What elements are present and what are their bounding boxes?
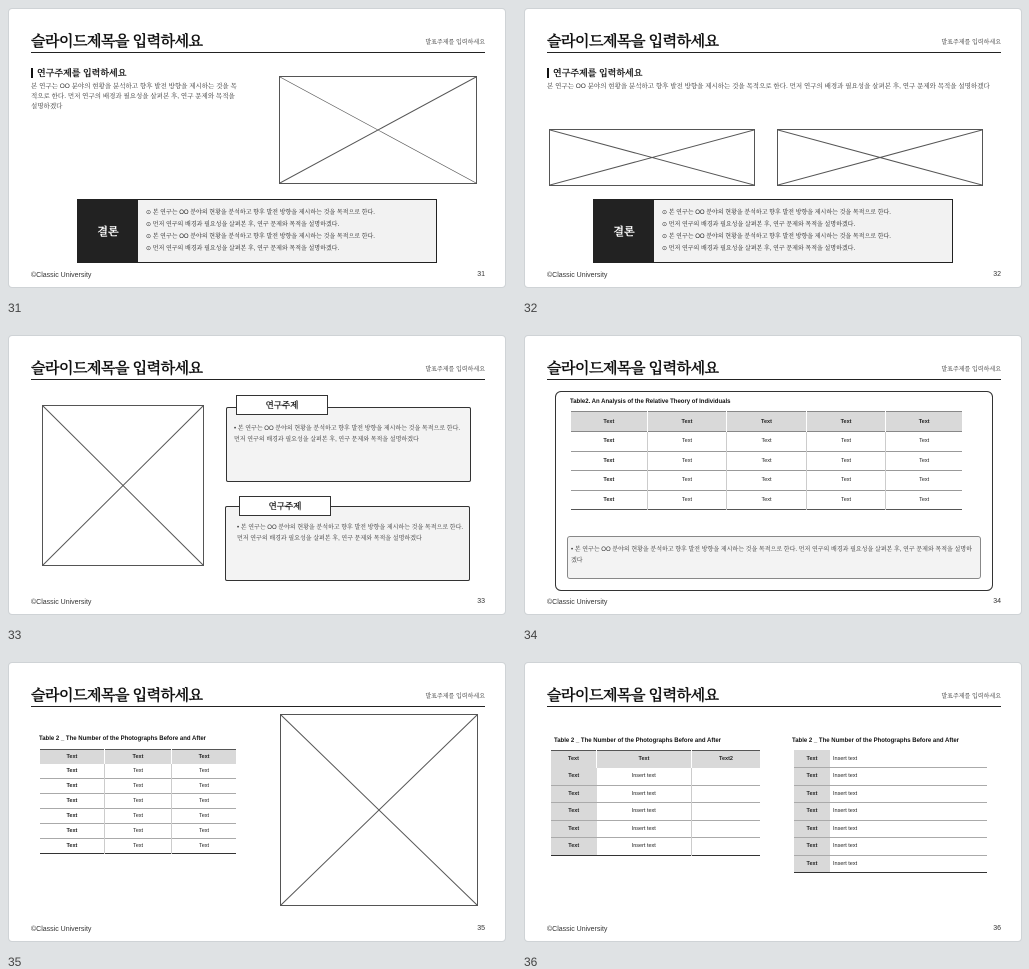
table-row [794, 803, 987, 821]
table-caption: Table 2 _ The Number of the Photographs Before and After [39, 736, 207, 742]
table-cell: Insert text [833, 808, 858, 815]
table-header-cell: Text [104, 750, 171, 764]
table-cell: Text [104, 839, 171, 854]
table-cell [692, 785, 761, 803]
table-row [794, 768, 987, 786]
conclusion-list [662, 207, 946, 255]
title-divider [547, 52, 1001, 53]
table-cell: Text [104, 779, 171, 794]
conclusion-item: ⊙ 먼저 연구의 배경과 필요성을 살펴본 후, 연구 문제와 목적을 설명하겠다. [662, 243, 946, 255]
table-cell: Insert text [833, 860, 858, 867]
table-cell [692, 838, 761, 856]
data-table [794, 750, 987, 873]
page-number: 31 [477, 271, 485, 278]
table-cell: Insert text [833, 773, 858, 780]
table-cell: Text [806, 451, 886, 471]
slide-title: 슬라이드제목을 입력하세요 [547, 33, 719, 50]
table-cell: Text [647, 471, 727, 491]
conclusion-item: ⊙ 본 연구는 OO 분야의 현황을 분석하고 향후 발전 방향을 제시하는 것을 목적으로 한다. [146, 231, 430, 243]
table-cell: Text [647, 451, 727, 471]
table-row [571, 490, 962, 510]
table-row [40, 824, 236, 839]
table-row [40, 764, 236, 779]
table-cell: Text [199, 813, 210, 819]
slide-title: 슬라이드제목을 입력하세요 [547, 360, 719, 377]
data-table [571, 411, 962, 510]
table-cell: Text [40, 764, 104, 779]
table-cell: Text [199, 843, 210, 849]
table-cell: Insert text [833, 825, 858, 832]
slide-thumbnail[interactable] [8, 662, 506, 942]
conclusion-item: ⊙ 먼저 연구의 배경과 필요성을 살펴본 후, 연구 문제와 목적을 설명하겠다. [662, 219, 946, 231]
table-cell: Insert text [597, 768, 692, 786]
table-cell: Text [40, 794, 104, 809]
table-cell: Insert text [597, 820, 692, 838]
slide-title: 슬라이드제목을 입력하세요 [31, 687, 203, 704]
footer-text: ©Classic University [547, 926, 608, 933]
table-caption: Table2. An Analysis of the Relative Theory of Individuals [570, 399, 731, 405]
table-cell: Text [40, 779, 104, 794]
table-header-cell: Text [806, 412, 886, 432]
table-row [551, 838, 760, 856]
table-caption: Table 2 _ The Number of the Photographs Before and After [554, 738, 722, 744]
conclusion-list [146, 207, 430, 255]
table-row [551, 803, 760, 821]
slide-number-label: 31 [8, 301, 22, 315]
slide-number-label: 32 [524, 301, 538, 315]
table-cell: Text [727, 471, 807, 491]
table-cell: Text [647, 490, 727, 510]
table-row [40, 839, 236, 854]
data-table [40, 749, 236, 854]
note-text: • 본 연구는 OO 분야의 현황을 분석하고 향후 발전 방향을 제시하는 것을 목적으로 한다. 먼저 연구의 배경과 필요성을 살펴본 후, 연구 문제와 목적을 설명하겠다 [571, 547, 972, 564]
footer-text: ©Classic University [31, 272, 92, 279]
title-divider [547, 706, 1001, 707]
table-cell: Text [551, 803, 597, 821]
conclusion-item: ⊙ 먼저 연구의 배경과 필요성을 살펴본 후, 연구 문제와 목적을 설명하겠다. [146, 243, 430, 255]
table-row [551, 820, 760, 838]
table-header-cell: Text [571, 412, 647, 432]
topic-text: • 본 연구는 OO 분야의 현황을 분석하고 향후 발전 방향을 제시하는 것을 목적으로 한다. 먼저 연구의 배경과 필요성을 살펴본 후, 연구 문제와 목적을 설명하겠다 [234, 426, 461, 443]
title-divider [31, 706, 485, 707]
slide-thumbnail[interactable] [8, 335, 506, 615]
table-header-cell: Text [727, 412, 807, 432]
table-cell: Text [806, 490, 886, 510]
slide-subtitle: 발표주제를 입력하세요 [941, 40, 1001, 46]
table-cell: Text [794, 750, 830, 768]
image-placeholder [549, 129, 755, 186]
slide-title: 슬라이드제목을 입력하세요 [547, 687, 719, 704]
conclusion-label: 결론 [594, 200, 654, 262]
table-cell: Text [104, 764, 171, 779]
page-number: 36 [993, 925, 1001, 932]
table-row [794, 855, 987, 873]
table-cell: Text [551, 820, 597, 838]
table-header-cell: Text [918, 418, 930, 425]
image-placeholder [42, 405, 204, 566]
slide-number-label: 36 [524, 955, 538, 969]
table-cell: Insert text [597, 803, 692, 821]
table-header-cell: Text [647, 412, 727, 432]
table-cell: Text [794, 855, 830, 873]
image-placeholder [279, 76, 477, 184]
conclusion-item: ⊙ 본 연구는 OO 분야의 현황을 분석하고 향후 발전 방향을 제시하는 것을 목적으로 한다. [662, 207, 946, 219]
image-placeholder [777, 129, 983, 186]
title-divider [31, 379, 485, 380]
table-cell: Text [571, 451, 647, 471]
conclusion-item: ⊙ 먼저 연구의 배경과 필요성을 살펴본 후, 연구 문제와 목적을 설명하겠다. [146, 219, 430, 231]
table-cell: Text [806, 471, 886, 491]
table-row [571, 471, 962, 491]
slide-subtitle: 발표주제를 입력하세요 [941, 367, 1001, 373]
body-text: 본 연구는 OO 분야의 현황을 분석하고 향후 발전 방향을 제시하는 것을 목적으로 한다. 먼저 연구의 배경과 필요성을 살펴본 후, 연구 문제와 목적을 설명하겠다 [31, 83, 237, 110]
slide-title: 슬라이드제목을 입력하세요 [31, 360, 203, 377]
table-cell: Text [40, 809, 104, 824]
conclusion-item: ⊙ 본 연구는 OO 분야의 현황을 분석하고 향후 발전 방향을 제시하는 것을 목적으로 한다. [146, 207, 430, 219]
table-header-cell: Text [198, 753, 210, 760]
topic-tag: 연구주제 [239, 496, 331, 516]
table-row [551, 785, 760, 803]
table-cell [692, 803, 761, 821]
table-cell: Text [571, 471, 647, 491]
table-caption: Table 2 _ The Number of the Photographs Before and After [792, 738, 960, 744]
section-title: 연구주제를 입력하세요 [547, 68, 642, 78]
table-cell: Text [794, 838, 830, 856]
conclusion-box [593, 199, 953, 263]
title-divider [31, 52, 485, 53]
footer-text: ©Classic University [547, 272, 608, 279]
table-cell [692, 768, 761, 786]
table-cell: Text [794, 768, 830, 786]
footer-text: ©Classic University [31, 926, 92, 933]
table-cell: Text [919, 496, 930, 503]
table-cell: Text [104, 809, 171, 824]
table-cell: Insert text [833, 843, 858, 850]
table-cell: Text [794, 785, 830, 803]
table-cell: Text [199, 767, 210, 774]
topic-text: • 본 연구는 OO 분야의 현황을 분석하고 향후 발전 방향을 제시하는 것을 목적으로 한다. 먼저 연구의 배경과 필요성을 살펴본 후, 연구 문제와 목적을 설명하겠다 [237, 525, 464, 542]
table-cell: Text [919, 477, 930, 484]
conclusion-label: 결론 [78, 200, 138, 262]
table-row [40, 809, 236, 824]
table-cell: Text [919, 438, 930, 445]
page-number: 33 [477, 598, 485, 605]
table-cell: Text [727, 490, 807, 510]
table-cell [692, 820, 761, 838]
table-row [551, 768, 760, 786]
table-cell: Text [571, 490, 647, 510]
table-cell: Text [794, 803, 830, 821]
slide-subtitle: 발표주제를 입력하세요 [425, 694, 485, 700]
table-cell: Text [806, 432, 886, 452]
table-row [571, 451, 962, 471]
table-cell: Text [551, 785, 597, 803]
slide-title: 슬라이드제목을 입력하세요 [31, 33, 203, 50]
table-cell: Insert text [833, 755, 858, 762]
table-cell: Text [727, 432, 807, 452]
table-cell: Text [647, 432, 727, 452]
page-number: 34 [993, 598, 1001, 605]
table-cell: Insert text [833, 790, 858, 797]
table-cell: Insert text [597, 838, 692, 856]
table-row [794, 750, 987, 768]
table-row [794, 820, 987, 838]
table-cell: Text [199, 828, 210, 834]
image-placeholder [280, 714, 478, 906]
table-cell: Text [104, 794, 171, 809]
table-cell: Text [551, 768, 597, 786]
data-table [551, 750, 760, 856]
section-title: 연구주제를 입력하세요 [31, 68, 126, 78]
slide-subtitle: 발표주제를 입력하세요 [941, 694, 1001, 700]
table-cell: Insert text [597, 785, 692, 803]
slide-thumbnail[interactable] [524, 8, 1022, 288]
table-cell: Text [104, 824, 171, 839]
table-cell: Text [551, 838, 597, 856]
table-header-cell: Text [551, 751, 597, 768]
page-number: 32 [993, 271, 1001, 278]
table-row [40, 794, 236, 809]
conclusion-item: ⊙ 본 연구는 OO 분야의 현황을 분석하고 향후 발전 방향을 제시하는 것을 목적으로 한다. [662, 231, 946, 243]
slide-thumbnail[interactable] [524, 335, 1022, 615]
slide-number-label: 34 [524, 628, 538, 642]
table-header-cell: Text [40, 750, 104, 764]
body-text: 본 연구는 OO 분야의 현황을 분석하고 향후 발전 방향을 제시하는 것을 목적으로 한다. 먼저 연구의 배경과 필요성을 살펴본 후, 연구 문제와 목적을 설명하겠다 [547, 83, 990, 90]
table-cell: Text [199, 783, 210, 789]
slide-number-label: 33 [8, 628, 22, 642]
page-number: 35 [477, 925, 485, 932]
table-cell: Text [919, 457, 930, 464]
table-row [794, 838, 987, 856]
slide-number-label: 35 [8, 955, 22, 969]
table-cell: Text [727, 451, 807, 471]
slide-subtitle: 발표주제를 입력하세요 [425, 367, 485, 373]
slide-subtitle: 발표주제를 입력하세요 [425, 40, 485, 46]
table-cell: Text [199, 798, 210, 804]
table-header-cell: Text2 [719, 756, 733, 763]
footer-text: ©Classic University [31, 599, 92, 606]
table-row [571, 432, 962, 452]
table-cell: Text [794, 820, 830, 838]
table-row [40, 779, 236, 794]
topic-tag: 연구주제 [236, 395, 328, 415]
table-row [794, 785, 987, 803]
table-header-cell: Text [597, 751, 692, 768]
conclusion-box [77, 199, 437, 263]
title-divider [547, 379, 1001, 380]
footer-text: ©Classic University [547, 599, 608, 606]
table-cell: Text [40, 839, 104, 854]
slide-thumbnail[interactable] [8, 8, 506, 288]
slide-thumbnail[interactable] [524, 662, 1022, 942]
table-cell: Text [571, 432, 647, 452]
table-cell: Text [40, 824, 104, 839]
